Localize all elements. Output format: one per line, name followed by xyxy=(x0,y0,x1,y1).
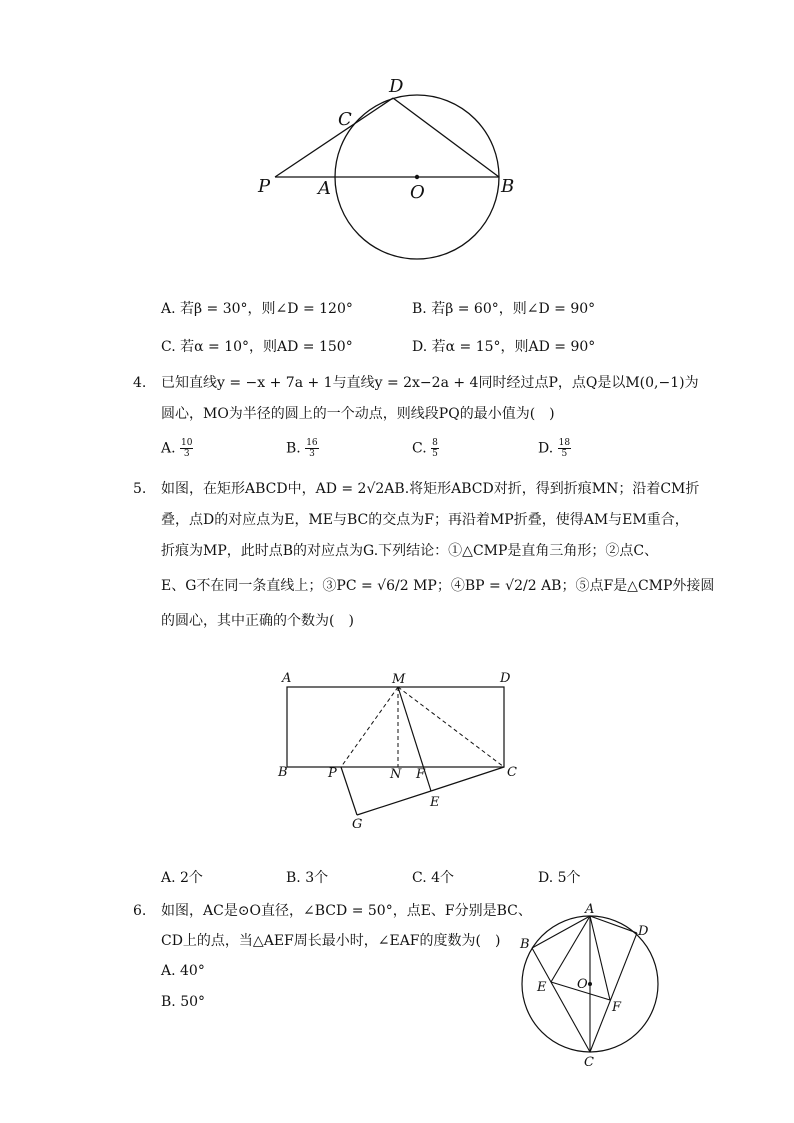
q3-option-c[interactable]: C. 若α = 10°，则AD = 150° xyxy=(161,339,353,355)
q4-option-c[interactable] xyxy=(412,438,439,459)
q6-line-ae xyxy=(551,916,590,982)
q3-label-o: O xyxy=(410,182,425,203)
q6-line-ab xyxy=(532,916,590,948)
q5-label-b: B xyxy=(278,765,288,780)
q5-label-g: G xyxy=(352,817,363,832)
q5-line-me xyxy=(398,687,431,791)
q4-option-b-fraction: $\frac{16}{3}$ xyxy=(306,438,318,459)
q6-label-b: B xyxy=(520,937,530,952)
q5-stem-line2: 叠，点D的对应点为E，ME与BC的交点为F；再沿着MP折叠，使得AM与EM重合， xyxy=(161,512,689,528)
q5-option-a[interactable]: A. 2个 xyxy=(161,870,203,886)
q5-line-eg xyxy=(357,791,431,815)
q3-center-dot xyxy=(415,175,419,179)
q6-label-c: C xyxy=(584,1055,594,1070)
q6-line-af xyxy=(590,916,610,1000)
q3-option-d[interactable]: D. 若α = 15°，则AD = 90° xyxy=(412,339,596,355)
q4-option-a-label: A. xyxy=(161,440,176,457)
q5-option-d[interactable]: D. 5个 xyxy=(538,870,581,886)
q5-label-d: D xyxy=(500,671,511,686)
q5-label-f: F xyxy=(416,767,426,782)
q5-stem-line4: E、G不在同一条直线上；③PC = √6/2 MP；④BP = √2/2 AB；⑤点F是△CMP外接圆 xyxy=(161,578,715,594)
q5-label-n: N xyxy=(390,767,402,782)
q5-option-c[interactable]: C. 4个 xyxy=(412,870,455,886)
q6-line-ad xyxy=(590,916,637,933)
q5-number: 5. xyxy=(133,481,147,497)
q6-option-a[interactable]: A. 40° xyxy=(161,963,205,979)
q3-label-c: C xyxy=(338,109,352,130)
q6-circle-figure xyxy=(510,898,670,1073)
q3-label-b: B xyxy=(501,176,515,197)
q6-label-d: D xyxy=(638,924,649,939)
q5-label-p: P xyxy=(328,766,337,781)
q4-option-d-fraction: $\frac{18}{5}$ xyxy=(558,438,571,459)
q5-label-c: C xyxy=(507,765,517,780)
q3-label-d: D xyxy=(389,76,404,97)
q6-line-bc xyxy=(532,948,590,1052)
q3-circle-figure xyxy=(250,70,540,270)
q5-label-a: A xyxy=(282,671,292,686)
q6-label-o: O xyxy=(577,977,588,992)
q4-option-b[interactable] xyxy=(286,438,319,459)
q5-rectangle-figure xyxy=(270,665,530,835)
q6-label-e: E xyxy=(537,980,547,995)
q5-rectangle-abcd xyxy=(287,687,504,767)
q6-label-a: A xyxy=(585,902,595,917)
q5-label-m: M xyxy=(392,672,406,687)
q6-option-b[interactable]: B. 50° xyxy=(161,994,206,1010)
q5-option-b[interactable]: B. 3个 xyxy=(286,870,329,886)
q5-line-mc xyxy=(398,687,504,767)
q4-option-a[interactable] xyxy=(161,438,193,459)
q3-line-pd xyxy=(275,98,393,177)
q5-label-e: E xyxy=(430,795,440,810)
q4-option-a-fraction: $\frac{10}{3}$ xyxy=(181,438,193,459)
q4-option-c-label: C. xyxy=(412,440,427,457)
q6-stem-line1: 如图，AC是⊙O直径，∠BCD = 50°，点E、F分别是BC、 xyxy=(161,903,532,919)
q4-option-b-label: B. xyxy=(286,440,301,457)
q6-stem-line2: CD上的点，当△AEF周长最小时，∠EAF的度数为( ) xyxy=(161,933,501,949)
q6-number: 6. xyxy=(133,903,147,919)
q4-number: 4. xyxy=(133,375,147,391)
q4-option-c-fraction: $\frac{8}{5}$ xyxy=(432,438,438,459)
q5-stem-line3: 折痕为MP，此时点B的对应点为G.下列结论：①△CMP是直角三角形；②点C、 xyxy=(161,543,659,559)
q6-center-dot xyxy=(588,982,592,986)
q4-stem-line1: 已知直线y = −x + 7a + 1与直线y = 2x−2a + 4同时经过点P，点Q是以M(0,−1)为 xyxy=(161,375,699,391)
q3-label-a: A xyxy=(318,178,331,199)
q6-line-dc xyxy=(590,933,637,1052)
q5-line-ce xyxy=(431,767,504,791)
q4-option-d[interactable] xyxy=(538,438,571,459)
q3-line-db xyxy=(393,98,499,177)
q3-option-b[interactable]: B. 若β = 60°，则∠D = 90° xyxy=(412,301,596,317)
q3-label-p: P xyxy=(258,176,271,197)
q6-label-f: F xyxy=(612,1000,622,1015)
q5-stem-line5: 的圆心，其中正确的个数为( ) xyxy=(161,613,354,629)
q5-stem-line1: 如图，在矩形ABCD中，AD = 2√2AB.将矩形ABCD对折，得到折痕MN；沿着CM折 xyxy=(161,481,700,497)
q4-stem-line2: 圆心，MO为半径的圆上的一个动点，则线段PQ的最小值为( ) xyxy=(161,406,555,422)
q5-line-mp xyxy=(341,687,398,767)
q5-line-pg xyxy=(341,767,357,815)
q4-option-d-label: D. xyxy=(538,440,554,457)
q3-option-a[interactable]: A. 若β = 30°，则∠D = 120° xyxy=(161,301,353,317)
